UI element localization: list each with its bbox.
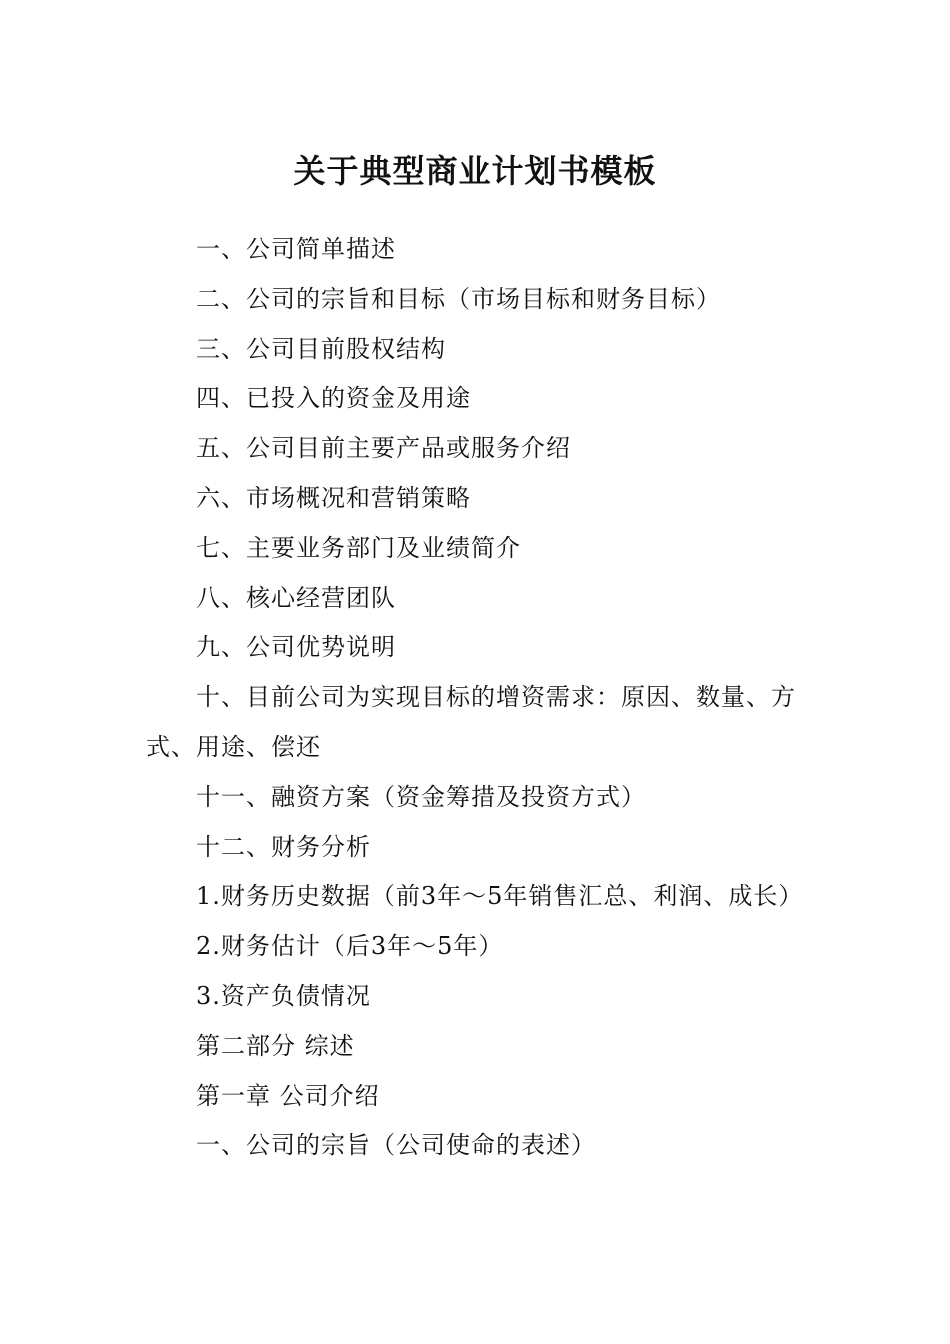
paragraph-2: 二、公司的宗旨和目标（市场目标和财务目标）	[196, 284, 721, 313]
paragraph-15: 3.资产负债情况	[196, 981, 371, 1010]
paragraph-16: 第二部分 综述	[196, 1031, 355, 1060]
document-title: 关于典型商业计划书模板	[293, 152, 657, 191]
paragraph-7: 七、主要业务部门及业绩简介	[196, 533, 521, 562]
paragraph-9: 九、公司优势说明	[196, 633, 396, 662]
paragraph-14: 2.财务估计（后3年～5年）	[196, 932, 504, 961]
paragraph-4: 四、已投入的资金及用途	[196, 384, 471, 413]
paragraph-3: 三、公司目前股权结构	[196, 334, 446, 363]
paragraph-1: 一、公司简单描述	[196, 235, 396, 263]
paragraph-8: 八、核心经营团队	[196, 583, 396, 612]
paragraph-5: 五、公司目前主要产品或服务介绍	[196, 434, 571, 463]
paragraph-10: 十、目前公司为实现目标的增资需求：原因、数量、方式、用途、偿还	[146, 683, 796, 761]
paragraph-6: 六、市场概况和营销策略	[196, 483, 471, 512]
paragraph-13: 1.财务历史数据（前3年～5年销售汇总、利润、成长）	[196, 882, 804, 911]
paragraph-12: 十二、财务分析	[196, 832, 371, 861]
paragraph-17: 第一章 公司介绍	[196, 1081, 380, 1110]
document-body	[146, 225, 810, 1171]
paragraph-18: 一、公司的宗旨（公司使命的表述）	[196, 1131, 596, 1160]
paragraph-11: 十一、融资方案（资金筹措及投资方式）	[196, 782, 646, 811]
